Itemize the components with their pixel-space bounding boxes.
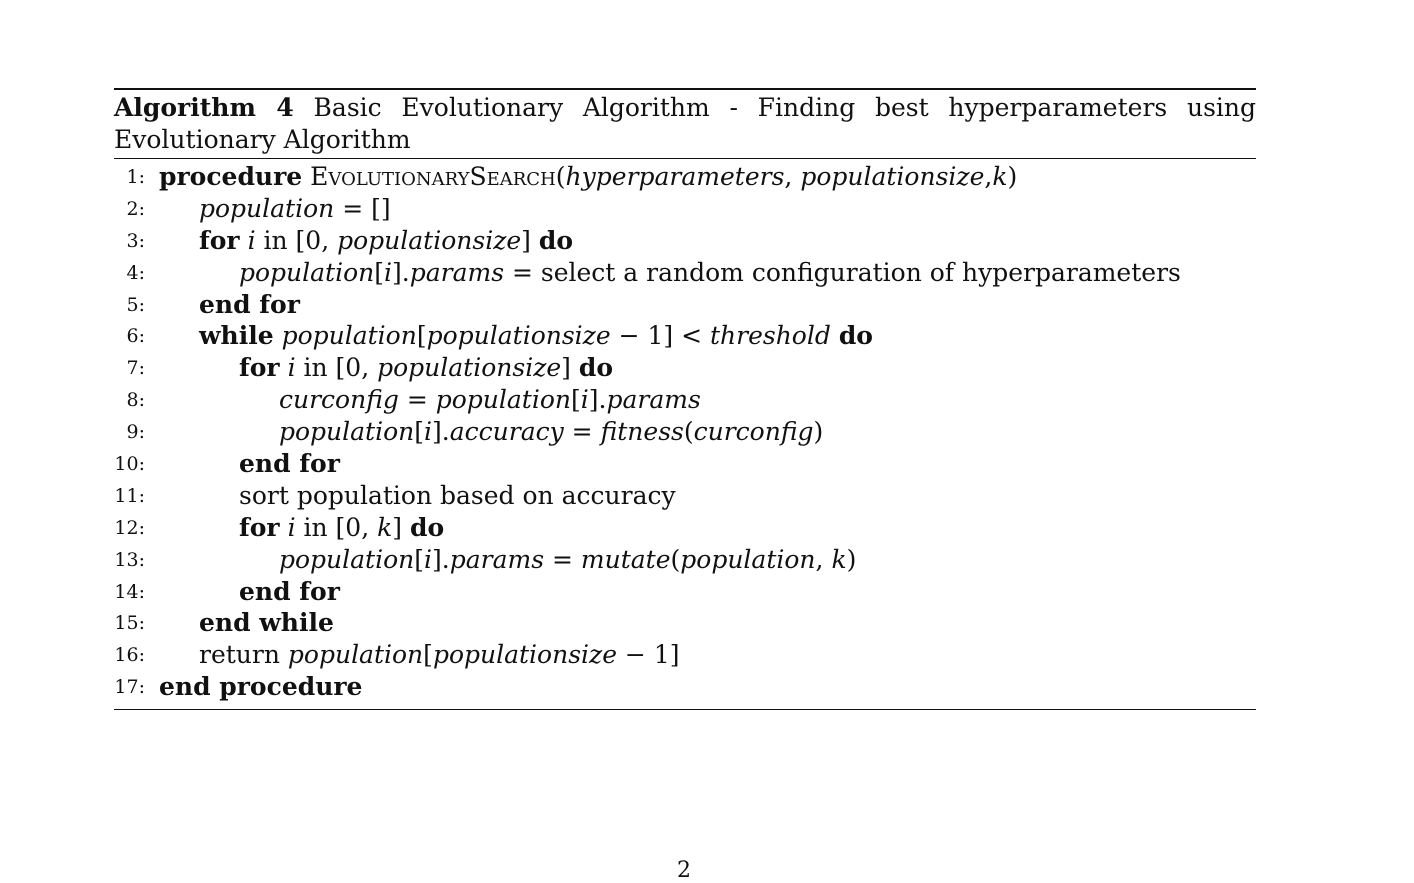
- text-fragment: [274, 321, 282, 350]
- line-number: 12:: [114, 516, 145, 539]
- text-fragment: ): [846, 544, 857, 574]
- line-text: [239, 512, 444, 544]
- text-fragment: [: [416, 321, 427, 351]
- math-variable: hyperparameters: [565, 162, 785, 191]
- math-variable: curconfig: [279, 385, 399, 415]
- algorithm-line: [114, 576, 1256, 608]
- math-variable: i: [424, 417, 433, 447]
- line-text: [159, 161, 1017, 193]
- keyword: end procedure: [159, 672, 363, 702]
- math-variable: populationsize: [432, 640, 617, 670]
- algorithm-title: Basic Evolutionary Algorithm - Finding best hyperparameters using Evolutionary Algorithm: [114, 93, 1257, 154]
- line-text: [279, 544, 856, 576]
- line-number: 9:: [126, 421, 145, 444]
- math-variable: population: [279, 544, 415, 574]
- keyword: do: [578, 353, 614, 383]
- line-number: 8:: [126, 389, 145, 412]
- keyword: end while: [199, 608, 334, 638]
- line-text: [199, 225, 573, 257]
- line-number: 10:: [114, 453, 145, 476]
- algorithm-lines: [114, 159, 1256, 709]
- line-text: [239, 576, 340, 608]
- algorithm-line: [114, 512, 1256, 544]
- line-text: [199, 639, 679, 671]
- line-text: [239, 257, 1181, 289]
- math-variable: population: [199, 193, 335, 223]
- line-text: [279, 416, 823, 448]
- keyword: end for: [239, 576, 340, 606]
- keyword: procedure: [159, 162, 303, 191]
- algorithm-line: [114, 544, 1256, 576]
- line-text: [159, 671, 362, 703]
- text-fragment: [240, 226, 248, 255]
- math-variable: population: [239, 257, 375, 287]
- text-fragment: ].: [432, 417, 450, 447]
- algorithm-line: [114, 671, 1256, 703]
- math-variable: accuracy: [449, 417, 564, 447]
- math-variable: populationsize: [377, 353, 562, 383]
- math-variable: populationsize: [426, 321, 611, 351]
- line-text: [199, 320, 873, 352]
- line-text: [239, 448, 340, 480]
- algorithm-line: [114, 225, 1256, 257]
- keyword: end for: [199, 289, 300, 319]
- math-variable: i: [287, 353, 296, 383]
- line-number: 1:: [126, 166, 145, 188]
- math-variable: params: [449, 544, 545, 574]
- text-fragment: sort population based on accuracy: [239, 480, 676, 510]
- line-number: 13:: [114, 548, 145, 571]
- text-fragment: [: [423, 640, 433, 670]
- text-fragment: ): [1007, 162, 1018, 191]
- line-text: [279, 384, 701, 416]
- line-number: 11:: [114, 484, 145, 507]
- math-variable: population: [279, 417, 415, 447]
- text-fragment: ): [813, 417, 824, 447]
- text-fragment: ,: [984, 162, 993, 191]
- keyword: for: [239, 512, 280, 542]
- text-fragment: ]: [521, 225, 539, 255]
- text-fragment: ]: [561, 353, 579, 383]
- math-variable: params: [606, 385, 701, 415]
- algorithm-line: [114, 320, 1256, 352]
- math-variable: i: [424, 544, 433, 574]
- line-number: 17:: [114, 676, 145, 699]
- math-variable: population: [287, 640, 424, 670]
- keyword: do: [538, 225, 574, 255]
- text-fragment: in [0,: [295, 512, 378, 542]
- line-text: [199, 607, 334, 639]
- text-fragment: [280, 353, 288, 382]
- text-fragment: [280, 513, 288, 542]
- algorithm-line: [114, 639, 1256, 671]
- line-text: [239, 480, 676, 512]
- text-fragment: ].: [392, 257, 410, 287]
- line-number: 5:: [126, 293, 145, 316]
- math-variable: i: [580, 385, 589, 415]
- algorithm-label: Algorithm 4: [114, 93, 294, 122]
- math-variable: fitness: [600, 417, 684, 447]
- text-fragment: [: [571, 385, 581, 415]
- math-variable: population: [281, 321, 417, 351]
- text-fragment: ,: [784, 162, 801, 191]
- line-text: [239, 352, 613, 384]
- math-variable: i: [247, 225, 256, 255]
- algorithm-line: [114, 257, 1256, 289]
- text-fragment: = select a random configuration of hyperparameters: [504, 257, 1181, 287]
- line-number: 6:: [126, 325, 145, 348]
- math-variable: params: [409, 257, 505, 287]
- text-fragment: ,: [815, 544, 832, 574]
- keyword: do: [838, 321, 873, 351]
- math-variable: threshold: [709, 321, 831, 351]
- line-text: [199, 193, 391, 225]
- text-fragment: ].: [588, 385, 607, 415]
- math-variable: curconfig: [693, 417, 814, 447]
- keyword: do: [409, 512, 445, 542]
- keyword: for: [239, 353, 280, 383]
- math-variable: k: [992, 162, 1008, 191]
- algorithm-line: [114, 448, 1256, 480]
- text-fragment: (: [555, 162, 566, 191]
- line-text: [199, 289, 300, 321]
- text-fragment: = []: [334, 193, 391, 223]
- text-fragment: [: [374, 257, 385, 287]
- text-fragment: [: [414, 417, 425, 447]
- algorithm-caption: [114, 90, 1256, 158]
- math-variable: i: [287, 512, 296, 542]
- math-variable: k: [377, 512, 393, 542]
- line-number: 4:: [126, 261, 145, 284]
- text-fragment: =: [544, 544, 581, 574]
- text-fragment: [: [414, 544, 425, 574]
- text-fragment: (: [683, 417, 694, 447]
- math-variable: population: [435, 385, 571, 415]
- algorithm-block: [114, 88, 1256, 710]
- line-number: 3:: [126, 229, 145, 252]
- text-fragment: ]: [392, 512, 410, 542]
- text-fragment: (: [670, 544, 681, 574]
- math-variable: populationsize: [337, 225, 522, 255]
- algorithm-line: [114, 289, 1256, 321]
- text-fragment: in [0,: [295, 353, 378, 383]
- text-fragment: [302, 162, 310, 191]
- bottom-rule: [114, 709, 1256, 710]
- algorithm-line: [114, 480, 1256, 512]
- procedure-name: EvolutionarySearch: [310, 162, 556, 191]
- keyword: end for: [239, 449, 340, 479]
- algorithm-line: [114, 607, 1256, 639]
- math-variable: mutate: [580, 544, 671, 574]
- line-number: 2:: [126, 197, 145, 220]
- algorithm-line: [114, 352, 1256, 384]
- text-fragment: =: [563, 417, 601, 447]
- math-variable: populationsize: [800, 162, 985, 191]
- algorithm-line: [114, 416, 1256, 448]
- line-number: 15:: [114, 612, 145, 635]
- math-variable: i: [384, 257, 393, 287]
- algorithm-line: [114, 193, 1256, 225]
- text-fragment: − 1] <: [610, 321, 710, 351]
- keyword: while: [199, 321, 274, 351]
- text-fragment: − 1]: [616, 640, 680, 670]
- algorithm-line: [114, 384, 1256, 416]
- text-fragment: ].: [432, 544, 450, 574]
- math-variable: k: [831, 544, 847, 574]
- text-fragment: return: [199, 640, 288, 670]
- keyword: for: [199, 225, 240, 255]
- algorithm-line: [114, 161, 1256, 193]
- text-fragment: in [0,: [255, 225, 338, 255]
- text-fragment: [831, 321, 839, 350]
- line-number: 7:: [126, 357, 145, 380]
- line-number: 14:: [114, 580, 145, 603]
- line-number: 16:: [114, 644, 145, 667]
- math-variable: population: [680, 544, 816, 574]
- page-number: 2: [677, 858, 691, 883]
- text-fragment: =: [398, 385, 436, 415]
